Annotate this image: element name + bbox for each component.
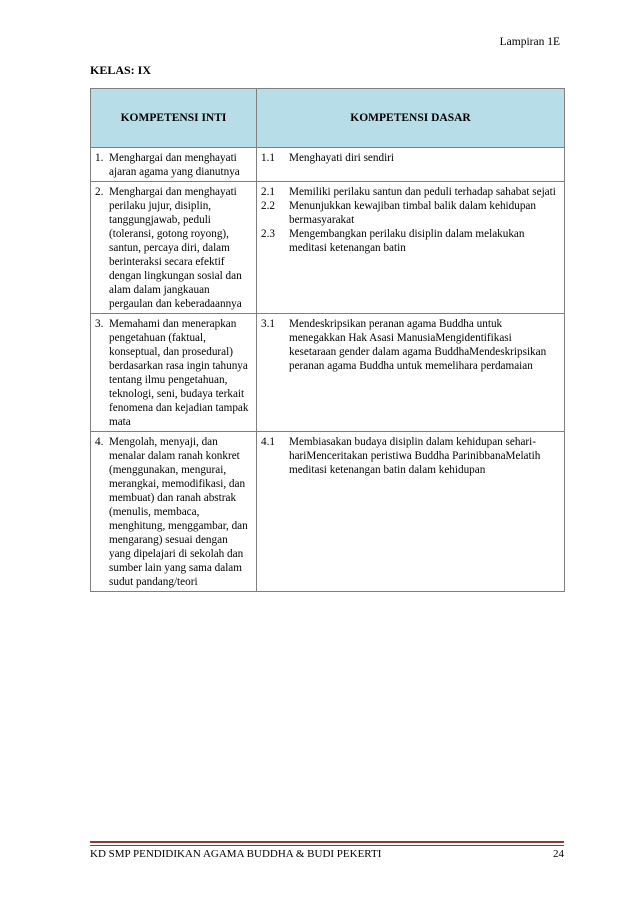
kompetensi-dasar-cell — [257, 314, 565, 432]
table-row — [91, 148, 565, 182]
kompetensi-inti-cell — [91, 432, 257, 592]
footer-rule — [90, 841, 564, 846]
kd-number: 2.2 — [261, 200, 275, 212]
kompetensi-inti-cell — [91, 314, 257, 432]
kd-item — [261, 151, 560, 165]
kd-text: Membiasakan budaya disiplin dalam kehidupan sehari-hariMenceritakan peristiwa Buddha ParinibbanaMelatih meditasi ketenangan batin dalam kehidupan — [289, 436, 541, 476]
kompetensi-dasar-cell — [257, 182, 565, 314]
kd-text: Mendeskripsikan peranan agama Buddha untuk menegakkan Hak Asasi ManusiaMengidentifikasi kesetaraan gender dalam agama BuddhaMendeskripsikan peranan agama Buddha untuk memelihara perdamaian — [289, 318, 547, 372]
kompetensi-inti-cell — [91, 148, 257, 182]
class-heading: KELAS: IX — [90, 63, 152, 77]
kompetensi-dasar-cell — [257, 432, 565, 592]
ki-text: Memahami dan menerapkan pengetahuan (faktual, konseptual, dan prosedural) berdasarkan rasa ingin tahunya tentang ilmu pengetahuan, teknologi, seni, budaya terkait fenomena dan kejadian tampak mata — [109, 318, 249, 428]
table-header-row — [91, 89, 565, 148]
footer-title: KD SMP PENDIDIKAN AGAMA BUDDHA & BUDI PEKERTI — [90, 848, 382, 860]
appendix-label: Lampiran 1E — [499, 36, 560, 48]
ki-number: 3. — [95, 318, 104, 330]
ki-text: Menghargai dan menghayati perilaku jujur, disiplin, tanggungjawab, peduli (toleransi, gotong royong), santun, percaya diri, dalam berinteraksi secara efektif dengan lingkungan sosial dan alam dalam jangkauan pergaulan dan keberadaannya — [109, 186, 242, 310]
kompetensi-dasar-cell — [257, 148, 565, 182]
kd-item — [261, 227, 560, 255]
ki-text: Menghargai dan menghayati ajaran agama yang dianutnya — [109, 152, 240, 178]
table-row — [91, 432, 565, 592]
kd-number: 1.1 — [261, 152, 275, 164]
ki-number: 2. — [95, 186, 104, 198]
kd-item — [261, 199, 560, 227]
kd-text: Menghayati diri sendiri — [289, 152, 395, 164]
kd-number: 3.1 — [261, 318, 275, 330]
ki-number: 4. — [95, 436, 104, 448]
kd-item — [261, 435, 560, 477]
ki-number: 1. — [95, 152, 104, 164]
kd-number: 4.1 — [261, 436, 275, 448]
kd-item — [261, 317, 560, 373]
kd-number: 2.1 — [261, 186, 275, 198]
kd-text: Mengembangkan perilaku disiplin dalam melakukan meditasi ketenangan batin — [289, 228, 525, 254]
ki-text: Mengolah, menyaji, dan menalar dalam ranah konkret (menggunakan, mengurai, merangkai, memodifikasi, dan membuat) dan ranah abstrak (menulis, membaca, menghitung, menggambar, dan mengarang) sesuai dengan yang dipelajari di sekolah dan sumber lain yang sama dalam sudut pandang/teori — [109, 436, 248, 588]
kd-text: Memiliki perilaku santun dan peduli terhadap sahabat sejati — [289, 186, 556, 198]
kd-text: Menunjukkan kewajiban timbal balik dalam kehidupan bermasyarakat — [289, 200, 536, 226]
footer — [90, 848, 564, 860]
header-kompetensi-dasar: KOMPETENSI DASAR — [257, 89, 565, 148]
competency-table — [90, 88, 565, 592]
header-kompetensi-inti: KOMPETENSI INTI — [91, 89, 257, 148]
kd-number: 2.3 — [261, 228, 275, 240]
table-row — [91, 182, 565, 314]
kompetensi-inti-cell — [91, 182, 257, 314]
table-row — [91, 314, 565, 432]
kd-item — [261, 185, 560, 199]
page-number: 24 — [553, 848, 564, 860]
